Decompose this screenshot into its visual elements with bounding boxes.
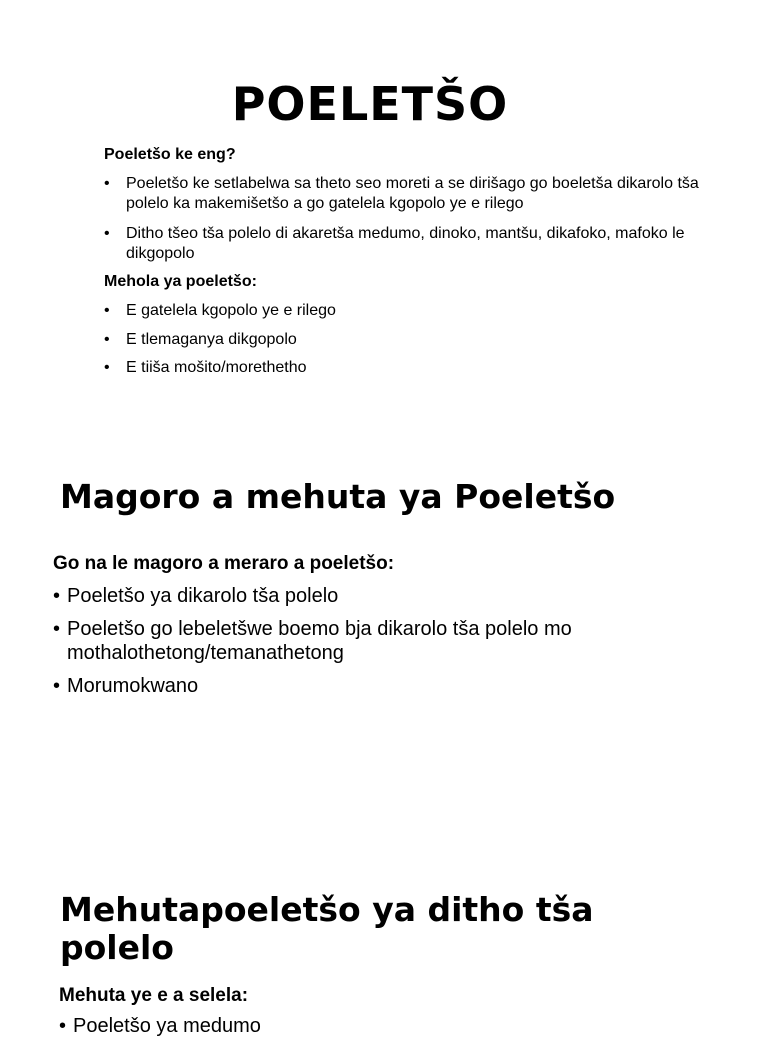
section2-list: [53, 584, 673, 707]
purpose-heading: Mehola ya poeletšo:: [104, 273, 257, 290]
section3-intro: Mehuta ye e a selela:: [59, 985, 249, 1006]
section3-title: Mehutapoeletšo ya ditho tša polelo: [60, 890, 594, 967]
list-item: • Morumokwano: [53, 674, 673, 698]
list-item: • Ditho tšeo tša polelo di akaretša medumo, dinoko, mantšu, dikafoko, mafoko le dikgopolo: [104, 224, 704, 264]
list-item: • E tlemaganya dikgopolo: [104, 330, 704, 350]
list-item: • Poeletšo go lebeletšwe boemo bja dikarolo tša polelo mo mothalothetong/temanathetong: [53, 617, 673, 665]
list-item: • Poeletšo ya dikarolo tša polelo: [53, 584, 673, 608]
section2-intro: Go na le magoro a meraro a poeletšo:: [53, 553, 395, 574]
list-item: • Poeletšo ke setlabelwa sa theto seo moreti a se dirišago go boeletša dikarolo tša polelo ka makemišetšo a go gatelela kgopolo ye e rilego: [104, 174, 704, 214]
purpose-list: [104, 301, 704, 387]
list-item: • E tiiša mošito/morethetho: [104, 358, 704, 378]
definition-list: [104, 174, 704, 274]
section2-title: Magoro a mehuta ya Poeletšo: [60, 477, 616, 516]
section3-list: [59, 1014, 679, 1038]
section1-title: POELETŠO: [231, 77, 509, 131]
list-item: • E gatelela kgopolo ye e rilego: [104, 301, 704, 321]
list-item: • Poeletšo ya medumo: [59, 1014, 679, 1038]
definition-heading: Poeletšo ke eng?: [104, 146, 236, 163]
